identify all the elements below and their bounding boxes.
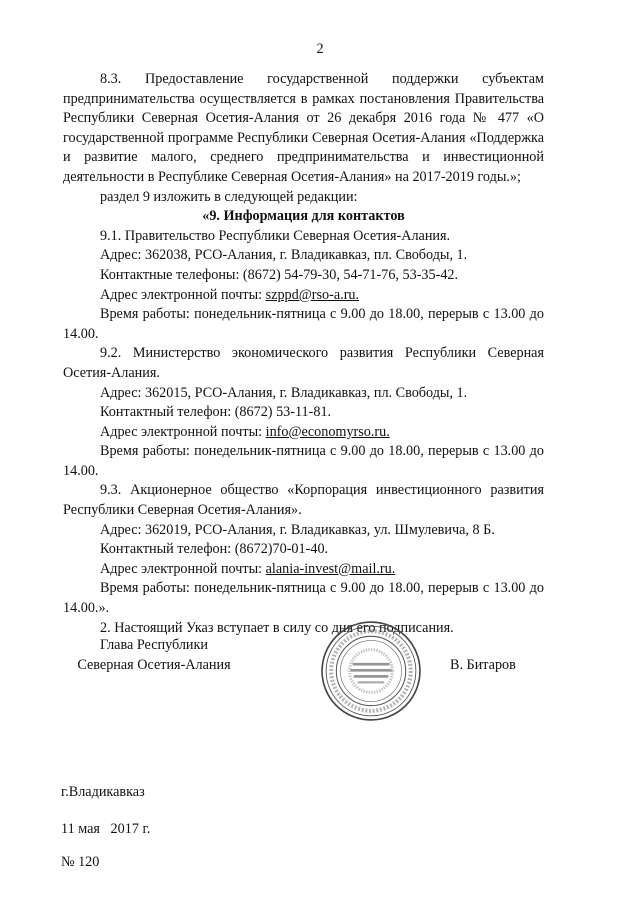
email-label: Адрес электронной почты: [100, 286, 266, 303]
contact-1-title: 9.1. Правительство Республики Северная Осетия-Алания. [100, 227, 451, 244]
contact-2-hours: Время работы: понедельник-пятница с 9.00 до 18.00, перерыв с 13.00 до 14.00. [63, 443, 544, 479]
section-9-heading: «9. Информация для контактов [202, 208, 405, 225]
signatory-name: В. Битаров [450, 657, 516, 673]
contact-3-email-line [63, 560, 544, 580]
contact-1-hours: Время работы: понедельник-пятница с 9.00 до 18.00, перерыв с 13.00 до 14.00. [63, 306, 544, 342]
contact-1-address: Адрес: 362038, РСО-Алания, г. Владикавказ, пл. Свободы, 1. [100, 247, 468, 264]
contact-2-email-line [63, 423, 544, 443]
contact-1-email-link[interactable]: szppd@rso-a.ru. [265, 286, 360, 303]
paragraph-2: 2. Настоящий Указ вступает в силу со дня его подписания. [100, 619, 454, 636]
signatory-title [64, 636, 244, 675]
contact-3-hours: Время работы: понедельник-пятница с 9.00 до 18.00, перерыв с 13.00 до 14.00.». [63, 580, 544, 617]
contact-2-email-link[interactable]: info@economyrso.ru. [265, 423, 390, 440]
section-9-intro: раздел 9 изложить в следующей редакции: [100, 188, 358, 205]
email-label: Адрес электронной почты: [100, 560, 266, 577]
contact-3-address: Адрес: 362019, РСО-Алания, г. Владикавказ, ул. Шмулевича, 8 Б. [100, 521, 495, 538]
signatory-title-line-2: Северная Осетия-Алания [77, 656, 231, 673]
contact-2-phone: Контактный телефон: (8672) 53-11-81. [100, 404, 332, 421]
signatory-title-line-1: Глава Республики [99, 637, 209, 653]
document-number: № 120 [61, 854, 100, 870]
contact-2-title: 9.2. Министерство экономического развития Республики Северная Осетия-Алания. [63, 345, 544, 381]
contact-1-phones: Контактные телефоны: (8672) 54-79-30, 54-71-76, 53-35-42. [100, 266, 459, 283]
page-number: 2 [316, 41, 324, 57]
email-label: Адрес электронной почты: [100, 423, 266, 440]
contact-3-title: 9.3. Акционерное общество «Корпорация инвестиционного развития Республики Северная Осетия-Алания». [63, 482, 544, 519]
official-seal-icon [320, 620, 422, 722]
contact-1-email-line [63, 286, 544, 306]
contact-3-phone: Контактный телефон: (8672)70-01-40. [100, 541, 329, 558]
contact-3-email-link[interactable]: alania-invest@mail.ru. [265, 560, 396, 577]
contact-2-address: Адрес: 362015, РСО-Алания, г. Владикавказ, пл. Свободы, 1. [100, 384, 468, 401]
paragraph-8-3: 8.3. Предоставление государственной поддержки субъектам предпринимательства осуществляется в рамках постановления Правительства Республики Северная Осетия-Алания от 26 декабря 2016 года № 477 «О государственной программе Республики Северная Осетия-Алания «Поддержка и развитие малого, среднего предпринимательства и инвестиционной деятельности в Республике Северная Осетия-Алания» на 2017-2019 годы.»; [63, 71, 544, 185]
document-body [63, 70, 544, 638]
document-city: г.Владикавказ [61, 784, 145, 800]
document-date: 11 мая 2017 г. [61, 821, 151, 837]
